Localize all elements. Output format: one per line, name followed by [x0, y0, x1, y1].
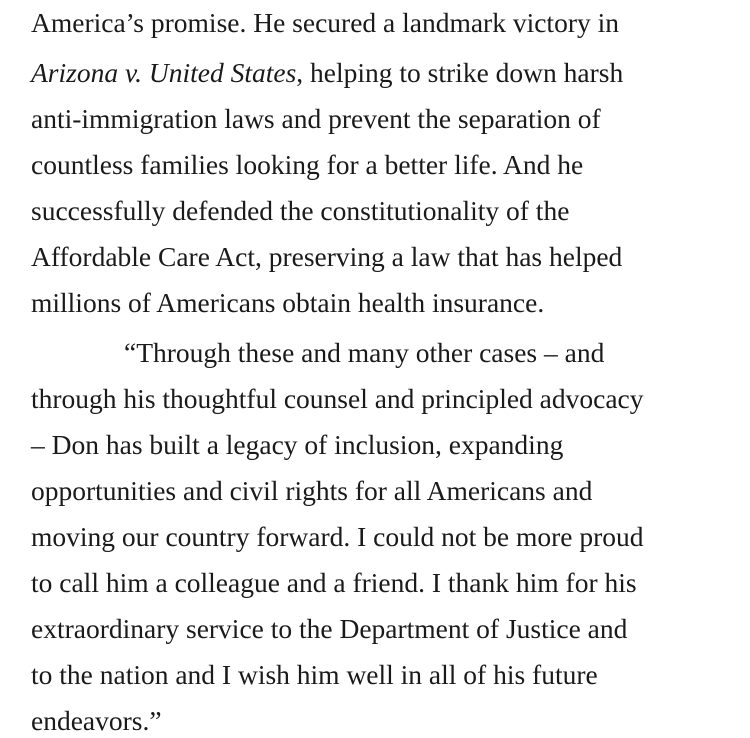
text-line: countless families looking for a better life. And he — [31, 149, 584, 180]
text-line: successfully defended the constitutionality of the — [31, 195, 570, 226]
text-line: through his thoughtful counsel and principled advocacy — [31, 383, 644, 414]
text-line — [31, 56, 623, 90]
case-name-italic: Arizona v. United States — [31, 57, 297, 88]
text-line: millions of Americans obtain health insurance. — [31, 287, 545, 318]
text-line: Affordable Care Act, preserving a law that has helped — [31, 241, 623, 272]
text-line: anti-immigration laws and prevent the separation of — [31, 103, 601, 134]
text-span: , helping to strike down harsh — [296, 57, 624, 88]
text-line: moving our country forward. I could not be more proud — [31, 521, 644, 552]
text-line: to the nation and I wish him well in all of his future — [31, 659, 598, 690]
text-line: America’s promise. He secured a landmark victory in — [31, 7, 619, 38]
text-line: to call him a colleague and a friend. I thank him for his — [31, 567, 637, 598]
text-line: endeavors.” — [31, 705, 162, 736]
text-line: opportunities and civil rights for all Americans and — [31, 475, 593, 506]
text-line: extraordinary service to the Department of Justice and — [31, 613, 628, 644]
text-line: “Through these and many other cases – and — [124, 337, 605, 368]
text-line: – Don has built a legacy of inclusion, expanding — [31, 429, 564, 460]
